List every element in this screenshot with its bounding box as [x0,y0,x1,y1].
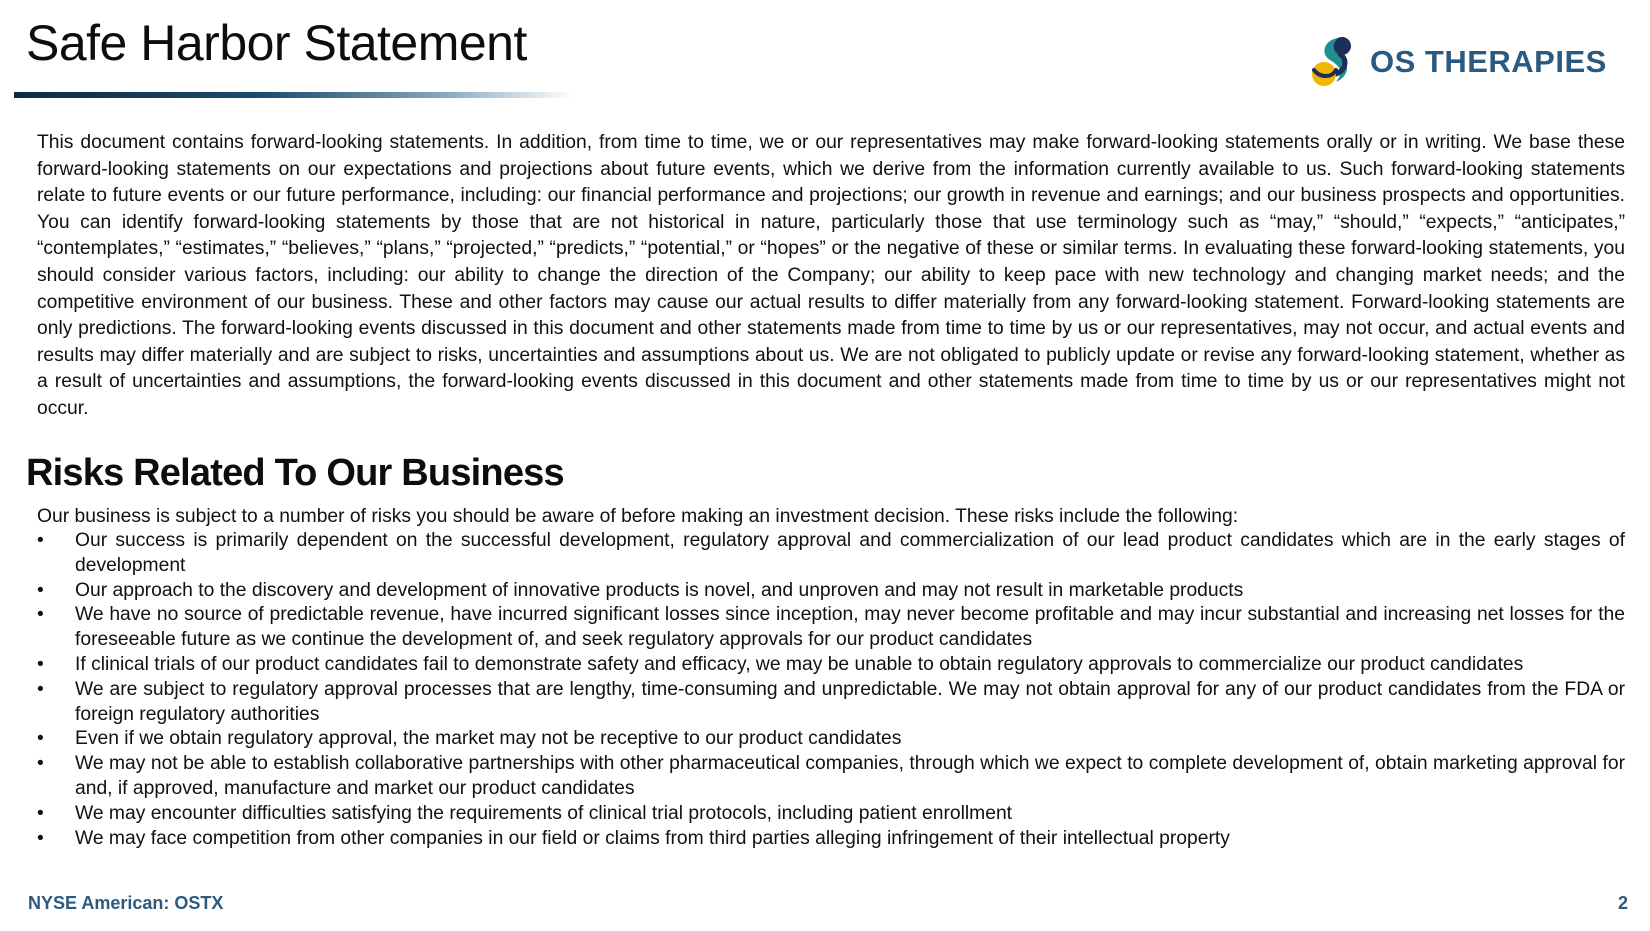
safe-harbor-paragraph: This document contains forward-looking statements. In addition, from time to time, we or our representatives may make forward-looking statements orally or in writing. We base these forward-looking statements on our expectations and projections about future events, which we derive from the information currently available to us. Such forward-looking statements relate to future events or our future performance, including: our financial performance and projections; our growth in revenue and earnings; and our business prospects and opportunities. You can identify forward-looking statements by those that are not historical in nature, particularly those that use terminology such as “may,” “should,” “expects,” “anticipates,” “contemplates,” “estimates,” “believes,” “plans,” “projected,” “predicts,” “potential,” or “hopes” or the negative of these or similar terms. In evaluating these forward-looking statements, you should consider various factors, including: our ability to change the direction of the Company; our ability to keep pace with new technology and changing market needs; and the competitive environment of our business. These and other factors may cause our actual results to differ materially from any forward-looking statement. Forward-looking statements are only predictions. The forward-looking events discussed in this document and other statements made from time to time by us or our representatives, may not occur, and actual events and results may differ materially and are subject to risks, uncertainties and assumptions about us. We are not obligated to publicly update or revise any forward-looking statement, whether as a result of uncertainties and assumptions, the forward-looking events discussed in this document and other statements made from time to time by us or our representatives might not occur. [37,132,1625,419]
page-number: 2 [1617,893,1628,913]
risks-heading: Risks Related To Our Business [26,452,564,494]
bullet-icon: • [37,802,44,824]
bullet-icon: • [37,827,44,849]
bullet-icon: • [37,753,44,775]
risk-text: We may encounter difficulties satisfying the requirements of clinical trial protocols, including patient enrollment [75,802,1013,824]
risk-list-item [37,678,1625,728]
bullet-icon: • [37,530,44,551]
bullet-icon: • [37,678,44,700]
company-logo [1310,34,1607,90]
risk-text: Our approach to the discovery and development of innovative products is novel, and unproven and may not result in marketable products [75,579,1244,601]
risk-list [37,529,1625,851]
risk-text: If clinical trials of our product candidates fail to demonstrate safety and efficacy, we may be unable to obtain regulatory approvals to commercialize our product candidates [75,653,1524,675]
bullet-icon: • [37,653,44,675]
risk-list-item [37,579,1625,604]
title-underline-rule [14,92,574,98]
bullet-icon: • [37,728,44,750]
risk-text: We may face competition from other companies in our field or claims from third parties alleging infringement of their intellectual property [75,827,1230,849]
risk-text: We may not be able to establish collaborative partnerships with other pharmaceutical companies, through which we expect to complete development of, obtain marketing approval for and, if approved, manufacture and market our product candidates [75,753,1625,799]
risk-text: We are subject to regulatory approval processes that are lengthy, time-consuming and unpredictable. We may not obtain approval for any of our product candidates from the FDA or foreign regulatory authorities [75,678,1625,725]
page-title: Safe Harbor Statement [26,15,527,71]
bullet-icon: • [37,604,44,626]
risks-intro-text: Our business is subject to a number of risks you should be aware of before making an investment decision. These risks include the following: [37,506,1239,527]
logo-wordmark: OS THERAPIES [1370,44,1607,79]
risk-text: Our success is primarily dependent on the successful development, regulatory approval and commercialization of our lead product candidates which are in the early stages of development [75,530,1625,576]
risk-list-item [37,752,1625,802]
risk-list-item [37,603,1625,653]
risk-list-item [37,529,1625,579]
risk-text: Even if we obtain regulatory approval, the market may not be receptive to our product candidates [75,728,902,750]
risk-list-item [37,727,1625,752]
risk-list-item [37,653,1625,678]
bullet-icon: • [37,579,44,601]
risk-list-item [37,827,1625,852]
risk-list-item [37,802,1625,827]
os-therapies-logo-icon [1310,34,1360,90]
risk-text: We have no source of predictable revenue, have incurred significant losses since inception, may never become profitable and may incur substantial and increasing net losses for the foreseeable future as we continue the development of, and seek regulatory approvals for our product candidates [75,604,1625,651]
footer-ticker: NYSE American: OSTX [28,893,224,913]
